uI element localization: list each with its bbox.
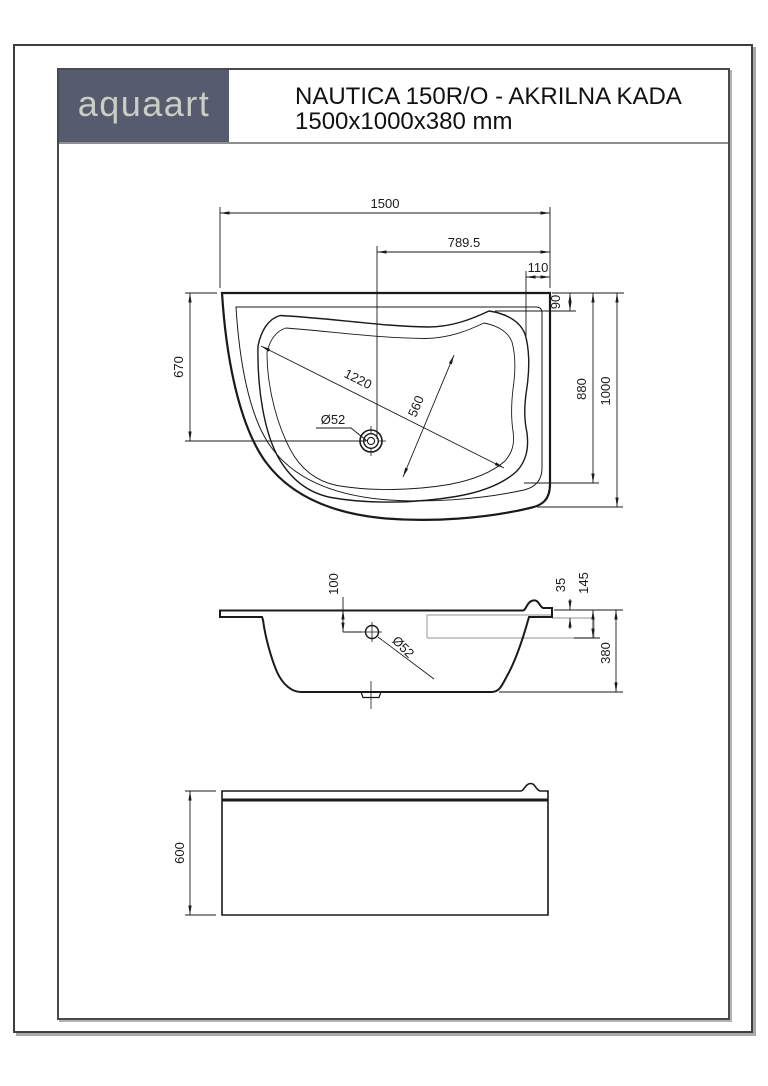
dim-basin-length-label: 1220	[341, 365, 375, 393]
brand-logo-text: aquaart	[77, 83, 211, 124]
side-drain-symbol	[362, 622, 382, 642]
dim-headrest-inset-label: 110	[527, 260, 549, 275]
dim-drain-from-top-label: 670	[171, 356, 186, 378]
dim-overall-depth-label: 1000	[598, 376, 613, 406]
top-view-dimensions	[185, 207, 624, 507]
dim-side-drain-diameter-label: Ø52	[389, 632, 418, 661]
bathtub-top-view	[171, 196, 624, 520]
dim-drain-diameter-label: Ø52	[320, 412, 346, 427]
front-view-dimensions	[185, 791, 216, 915]
dim-overall-height-label: 380	[598, 642, 613, 664]
bathtub-front-view	[172, 784, 548, 916]
dim-panel-height-label: 600	[172, 842, 187, 864]
dim-basin-width-label: 560	[404, 393, 427, 420]
basin-inner-line	[267, 323, 515, 490]
dim-drain-to-right-label: 789.5	[447, 235, 481, 250]
dim-rim-step-label: 35	[553, 577, 568, 593]
dim-headrest-depth-label: 90	[548, 294, 563, 310]
tub-outer-outline	[222, 293, 550, 520]
bathtub-side-view	[220, 572, 623, 709]
front-panel-outline	[222, 784, 548, 916]
dim-inner-right-depth-label: 880	[574, 378, 589, 400]
tub-rim-inner-line	[236, 307, 542, 501]
product-title-line1: NAUTICA 150R/O - AKRILNA KADA	[295, 83, 682, 110]
tub-section-profile	[220, 600, 552, 692]
dim-overall-width-label: 1500	[370, 196, 400, 211]
seat-step-lines	[427, 615, 594, 638]
product-title-line2: 1500x1000x380 mm	[295, 108, 513, 135]
dim-drain-below-rim-label: 100	[326, 573, 341, 595]
dim-seat-step-label: 145	[576, 572, 591, 594]
